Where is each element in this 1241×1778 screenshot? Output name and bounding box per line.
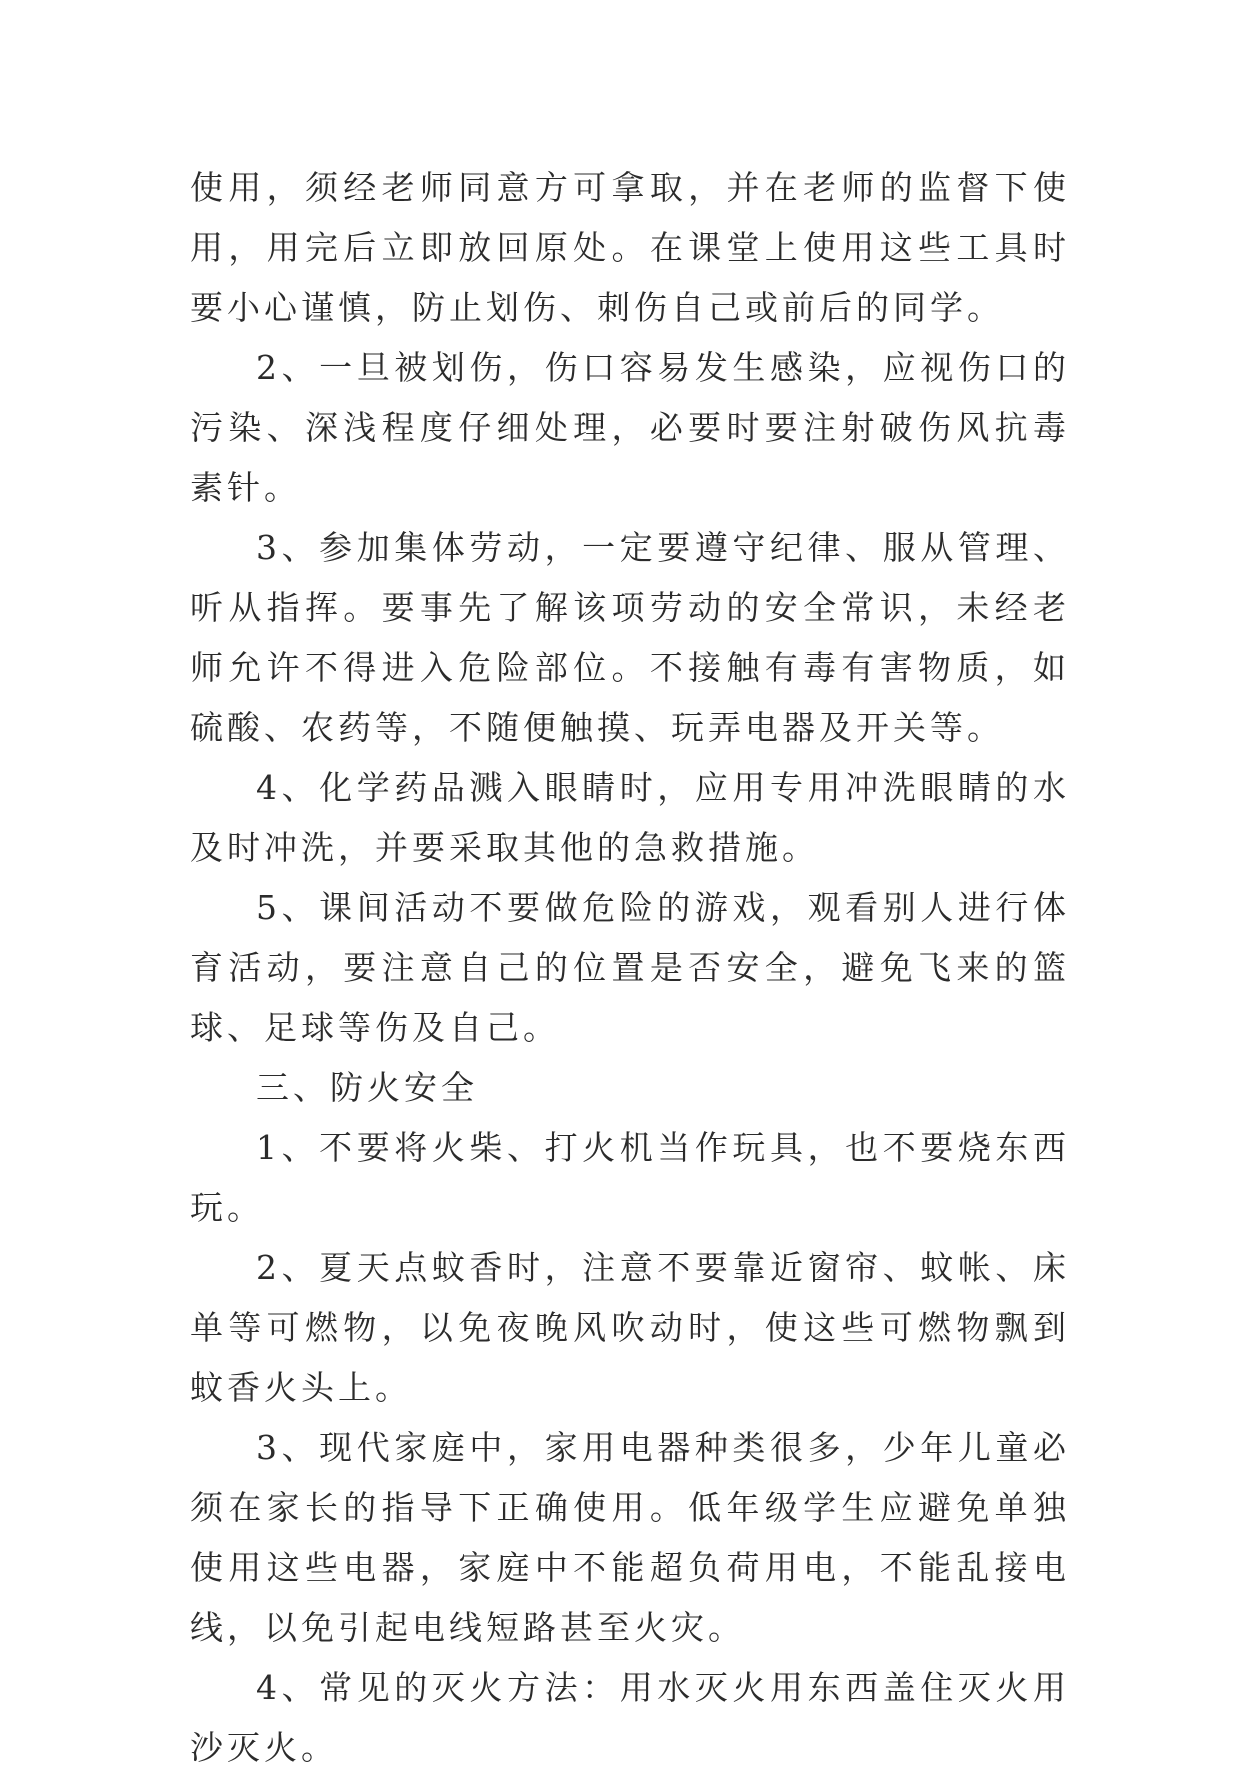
section-heading-fire-safety: 三、防火安全 bbox=[256, 1068, 478, 1107]
paragraph-no-playing-fire: 1、不要将火柴、打火机当作玩具，也不要烧东西玩。 bbox=[190, 1128, 1070, 1227]
paragraph-extinguish-methods: 4、常见的灭火方法：用水灭火用东西盖住灭火用沙灭火。 bbox=[190, 1668, 1070, 1767]
paragraph-tools-usage: 使用，须经老师同意方可拿取，并在老师的监督下使用，用完后立即放回原处。在课堂上使用这些工具时要小心谨慎，防止划伤、刺伤自己或前后的同学。 bbox=[190, 168, 1070, 327]
paragraph-recess-activity: 5、课间活动不要做危险的游戏，观看别人进行体育活动，要注意自己的位置是否安全，避免飞来的篮球、足球等伤及自己。 bbox=[190, 888, 1070, 1047]
paragraph-mosquito-coil: 2、夏天点蚊香时，注意不要靠近窗帘、蚊帐、床单等可燃物，以免夜晚风吹动时，使这些可燃物飘到蚊香火头上。 bbox=[190, 1248, 1070, 1407]
paragraph-group-labor: 3、参加集体劳动，一定要遵守纪律、服从管理、听从指挥。要事先了解该项劳动的安全常识，未经老师允许不得进入危险部位。不接触有毒有害物质，如硫酸、农药等，不随便触摸、玩弄电器及开关等。 bbox=[190, 528, 1070, 747]
paragraph-cut-injury: 2、一旦被划伤，伤口容易发生感染，应视伤口的污染、深浅程度仔细处理，必要时要注射破伤风抗毒素针。 bbox=[190, 348, 1070, 507]
document-body bbox=[190, 158, 1070, 1778]
paragraph-chemical-eyes: 4、化学药品溅入眼睛时，应用专用冲洗眼睛的水及时冲洗，并要采取其他的急救措施。 bbox=[190, 768, 1070, 867]
paragraph-home-appliances: 3、现代家庭中，家用电器种类很多，少年儿童必须在家长的指导下正确使用。低年级学生应避免单独使用这些电器，家庭中不能超负荷用电，不能乱接电线，以免引起电线短路甚至火灾。 bbox=[190, 1428, 1070, 1647]
